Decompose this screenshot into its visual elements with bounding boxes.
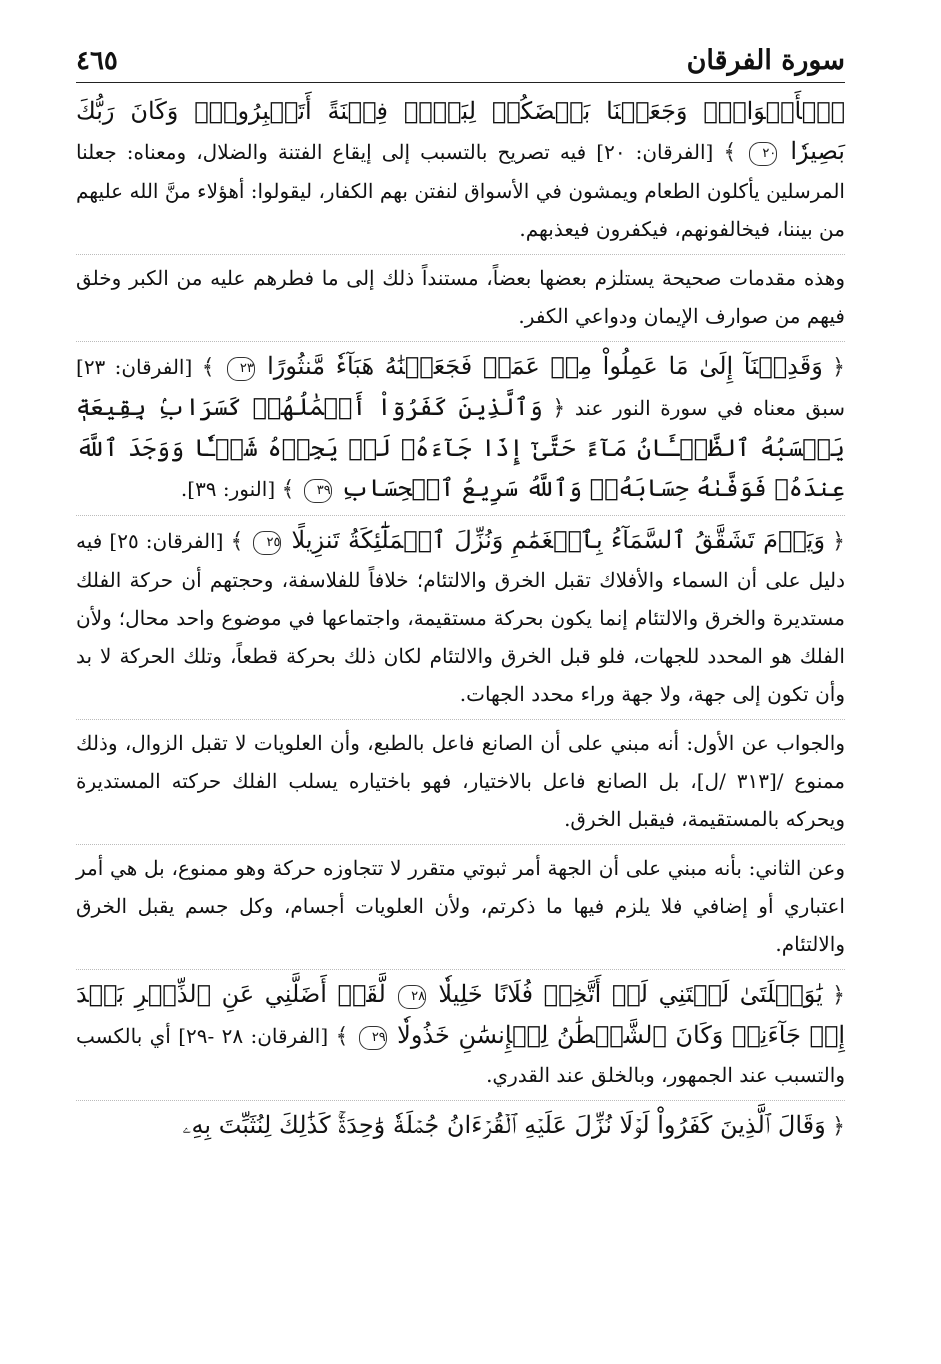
paragraph-7 xyxy=(76,969,845,1094)
quran-verse: وَقَدِمۡنَآ إِلَىٰ مَا عَمِلُواْ مِنۡ عَمَلٖ فَجَعَلۡنَٰهُ هَبَآءٗ مَّنثُورًا xyxy=(267,352,823,380)
ayah-number-marker: ٢٠ xyxy=(749,142,777,166)
verse-reference: [الفرقان: ٢٥] xyxy=(109,529,224,553)
running-header xyxy=(76,30,845,83)
page-number: ٤٦٥ xyxy=(76,46,118,76)
ornate-bracket-open: ﴿ xyxy=(832,355,845,380)
ayah-number-marker: ٢٣ xyxy=(227,357,255,381)
paragraph-5 xyxy=(76,719,845,838)
verse-reference: [الفرقان: ٢٠] xyxy=(596,140,714,164)
paragraph-2 xyxy=(76,254,845,335)
ornate-bracket-open: ﴿ xyxy=(552,396,566,421)
commentary-text: والجواب عن الأول: أنه مبني على أن الصانع فاعل بالطبع، وأن العلويات لا تقبل الزوال، وذلك ممنوع /[٣١٣ /ل]، بل الصانع فاعل بالاختيار، فهو باختياره يسلب الفلك حركته المستديرة ويحركه بالمستقيمة، فيقبل الخرق. xyxy=(76,731,845,831)
commentary-text: أي بالكسب والتسبب عند الجمهور، وبالخلق عند القدري. xyxy=(76,1024,845,1087)
commentary-text: وهذه مقدمات صحيحة يستلزم بعضها بعضاً، مستنداً ذلك إلى ما فطرهم عليه من الكبر وخلق فيهم من صوارف الإيمان ودواعي الكفر. xyxy=(76,266,845,328)
commentary-text: فيه دليل على أن السماء والأفلاك تقبل الخرق والالتئام؛ خلافاً للفلاسفة، وحجتهم أن حركة الفلك مستديرة والخرق والالتئام إنما يكون بحركة مستقيمة، واجتماعها في موضوع واحد محال؛ ولأن الفلك هو المحدد للجهات، فلو قبل الخرق والالتئام لكان ذلك بحركة قطعاً، وتلك الحركة لا بد وأن تكون إلى جهة، ولا جهة وراء محدد الجهات. xyxy=(76,529,845,706)
ayah-number-marker: ٢٨ xyxy=(398,985,426,1009)
ornate-bracket-close: ﴾ xyxy=(723,140,737,165)
paragraph-3 xyxy=(76,341,845,509)
quran-verse: وَيَوۡمَ تَشَقَّقُ ٱلسَّمَآءُ بِٱلۡغَمَٰمِ وَنُزِّلَ ٱلۡمَلَٰٓئِكَةُ تَنزِيلًا xyxy=(291,526,826,554)
quran-verse: وَقَالَ ٱلَّذِينَ كَفَرُواْ لَوۡلَا نُزِّلَ عَلَيۡهِ ٱلۡقُرۡءَانُ جُمۡلَةٗ وَٰحِدَةٗۚ كَذَٰلِكَ لِنُثَبِّتَ بِهِۦ xyxy=(182,1111,826,1139)
ayah-number-marker: ٢٩ xyxy=(359,1026,387,1050)
verse-reference: [الفرقان: ٢٣] xyxy=(76,355,193,379)
commentary-text: وعن الثاني: بأنه مبني على أن الجهة أمر ثبوتي متقرر لا تتجاوزه حركة وهو ممنوع، بل هي أمر اعتباري أو إضافي فلا يلزم فيها ما ذكرتم، ولأن العلويات أجسام، وكل جسم يقبل الخرق والالتئام. xyxy=(76,856,845,956)
paragraph-6 xyxy=(76,844,845,963)
quran-verse: يَٰوَيۡلَتَىٰ لَيۡتَنِي لَمۡ أَتَّخِذۡ فُلَانًا خَلِيلٗا xyxy=(438,980,823,1008)
ornate-bracket-close: ﴾ xyxy=(335,1024,349,1049)
ornate-bracket-open: ﴿ xyxy=(832,983,846,1008)
paragraph-1 xyxy=(76,91,845,248)
commentary-text: سبق معناه في سورة النور عند xyxy=(574,396,846,420)
verse-reference: [النور: ٣٩]. xyxy=(180,477,276,501)
ayah-number-marker: ٢٥ xyxy=(253,531,281,555)
body-text xyxy=(76,91,845,1146)
quran-verse: ٱلۡأَسۡوَاقِۗ وَجَعَلۡنَا بَعۡضَكُمۡ لِبَعۡضٖ فِتۡنَةً أَتَصۡبِرُونَۗ وَكَانَ رَبُّكَ بَصِيرٗا xyxy=(76,97,845,165)
verse-reference: [الفرقان: ٢٨ -٢٩] xyxy=(178,1024,329,1048)
ayah-number-marker: ٣٩ xyxy=(304,479,332,503)
paragraph-4 xyxy=(76,515,845,713)
ornate-bracket-close: ﴾ xyxy=(230,529,244,554)
quran-verse: وَٱلَّذِينَ كَفَرُوٓاْ أَعۡمَٰلُهُمۡ كَسَرَابِۢ بِقِيعَةٖ يَحۡسَبُهُ ٱلظَّمۡـَٔانُ مَآءً حَتَّىٰٓ إِذَا جَآءَهُۥ لَمۡ يَجِدۡهُ شَيۡـٔٗا وَوَجَدَ ٱللَّهَ عِندَهُۥ فَوَفَّىٰهُ حِسَابَهُۥۗ وَٱللَّهُ سَرِيعُ ٱلۡحِسَابِ xyxy=(76,393,845,502)
surah-title: سورة الفرقان xyxy=(686,45,845,76)
ornate-bracket-open: ﴿ xyxy=(832,1114,845,1139)
commentary-text: فيه تصريح بالتسبب إلى إيقاع الفتنة والضلال، ومعناه: جعلنا المرسلين يأكلون الطعام ويمشون في الأسواق لنفتن بهم الكفار، ليقولوا: أهؤلاء منَّ الله عليهم من بيننا، فيخالفونهم، فيكفرون فيعذبهم. xyxy=(76,140,845,241)
paragraph-8 xyxy=(76,1100,845,1146)
ornate-bracket-close: ﴾ xyxy=(281,477,295,502)
ornate-bracket-open: ﴿ xyxy=(832,529,846,554)
ornate-bracket-close: ﴾ xyxy=(201,355,215,380)
quran-verse: لَّقَدۡ أَضَلَّنِي عَنِ ٱلذِّكۡرِ بَعۡدَ إِذۡ جَآءَنِيۗ وَكَانَ ٱلشَّيۡطَٰنُ لِلۡإِنسَٰنِ خَذُولٗا xyxy=(76,980,846,1049)
